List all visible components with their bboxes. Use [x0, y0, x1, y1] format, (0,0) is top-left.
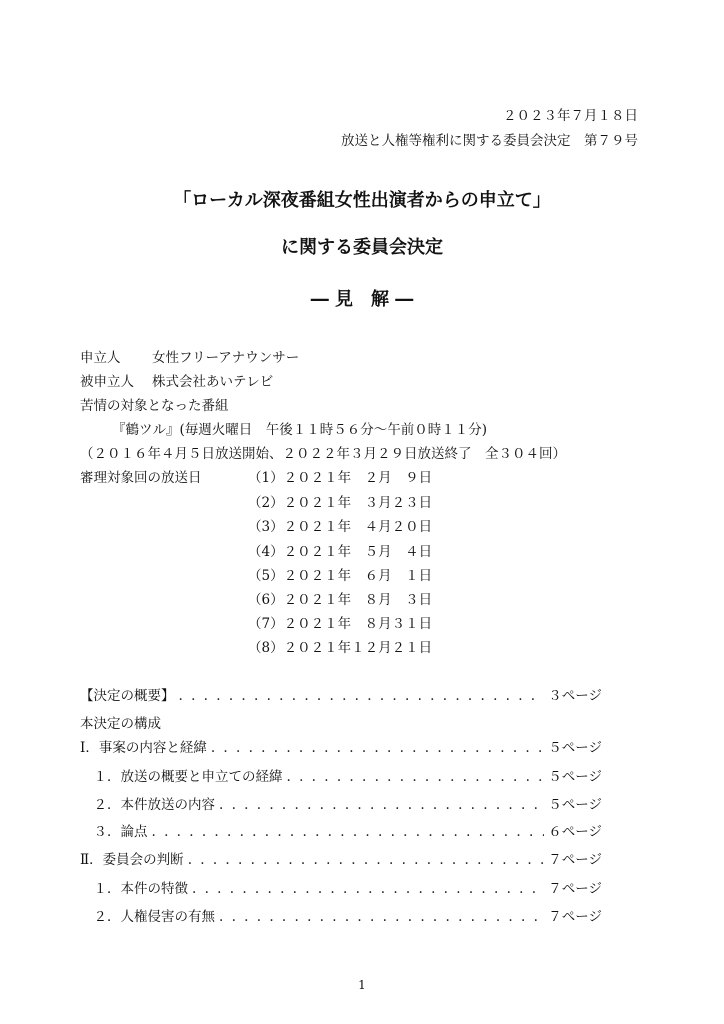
broadcast-date-item: （7）２０２１年 ８月３１日 [248, 616, 433, 632]
toc-label: 【決定の概要】 [80, 688, 175, 704]
toc-leader [219, 909, 544, 925]
toc-entry [80, 736, 602, 756]
broadcast-dates-label: 審理対象回の放送日 [80, 470, 202, 486]
toc-page: ７ページ [548, 909, 602, 925]
toc-entry [80, 848, 602, 868]
toc-entry [80, 765, 602, 785]
toc-leader [287, 769, 545, 785]
respondent-label: 被申立人 [80, 374, 134, 390]
toc-label: ２．本件放送の内容 [80, 797, 215, 813]
toc-entry [80, 820, 602, 840]
broadcast-date-item: （3）２０２１年 ４月２０日 [248, 519, 433, 535]
toc-leader [219, 797, 544, 813]
toc-page: ６ページ [548, 824, 602, 840]
document-title-line2: に関する委員会決定 [281, 237, 443, 258]
toc-page: ５ページ [548, 769, 602, 785]
toc-label: ３．論点 [80, 824, 148, 840]
toc-leader [211, 740, 544, 756]
toc-page: ７ページ [548, 881, 602, 897]
broadcast-date-item: （8）２０２１年１２月２１日 [248, 640, 433, 656]
toc-label: Ⅱ．委員会の判断 [80, 852, 184, 868]
toc-entry [80, 793, 602, 813]
broadcast-date-item: （1）２０２１年 ２月 ９日 [248, 470, 433, 486]
toc-label: ２．人権侵害の有無 [80, 909, 215, 925]
toc-label: １．本件の特徴 [80, 881, 188, 897]
toc-label: Ⅰ．事案の内容と経緯 [80, 740, 207, 756]
program-period: （２０１６年４月５日放送開始、２０２２年３月２９日放送終了 全３０４回） [80, 446, 566, 462]
broadcast-date-item: （5）２０２１年 ６月 １日 [248, 568, 433, 584]
toc-page: ７ページ [548, 852, 602, 868]
toc-leader [188, 852, 545, 868]
toc-entry [80, 877, 602, 897]
page-number: 1 [358, 978, 366, 992]
document-title-line1: 「ローカル深夜番組女性出演者からの申立て」 [173, 190, 551, 211]
toc-summary [80, 684, 602, 704]
decision-date: ２０２３年７月１８日 [503, 108, 638, 124]
toc-page: ５ページ [548, 740, 602, 756]
toc-page: ５ページ [548, 797, 602, 813]
toc-leader [179, 688, 545, 704]
program-label: 苦情の対象となった番組 [80, 398, 229, 414]
document-title-line3: ― 見 解 ― [310, 289, 414, 310]
toc-label: １．放送の概要と申立ての経緯 [80, 769, 283, 785]
toc-structure-heading: 本決定の構成 [80, 716, 161, 732]
toc-entry [80, 905, 602, 925]
petitioner-label: 申立人 [80, 350, 121, 366]
respondent-value: 株式会社あいテレビ [152, 374, 274, 390]
program-value: 『鶴ツル』(毎週火曜日 午後１１時５６分～午前０時１１分) [112, 422, 488, 438]
decision-reference: 放送と人権等権利に関する委員会決定 第７９号 [341, 133, 638, 149]
toc-leader [192, 881, 544, 897]
broadcast-date-item: （2）２０２１年 ３月２３日 [248, 495, 433, 511]
petitioner-value: 女性フリーアナウンサー [152, 350, 300, 366]
toc-page: ３ページ [548, 688, 602, 704]
toc-leader [152, 824, 545, 840]
broadcast-date-item: （4）２０２１年 ５月 ４日 [248, 544, 433, 560]
broadcast-date-item: （6）２０２１年 ８月 ３日 [248, 592, 433, 608]
